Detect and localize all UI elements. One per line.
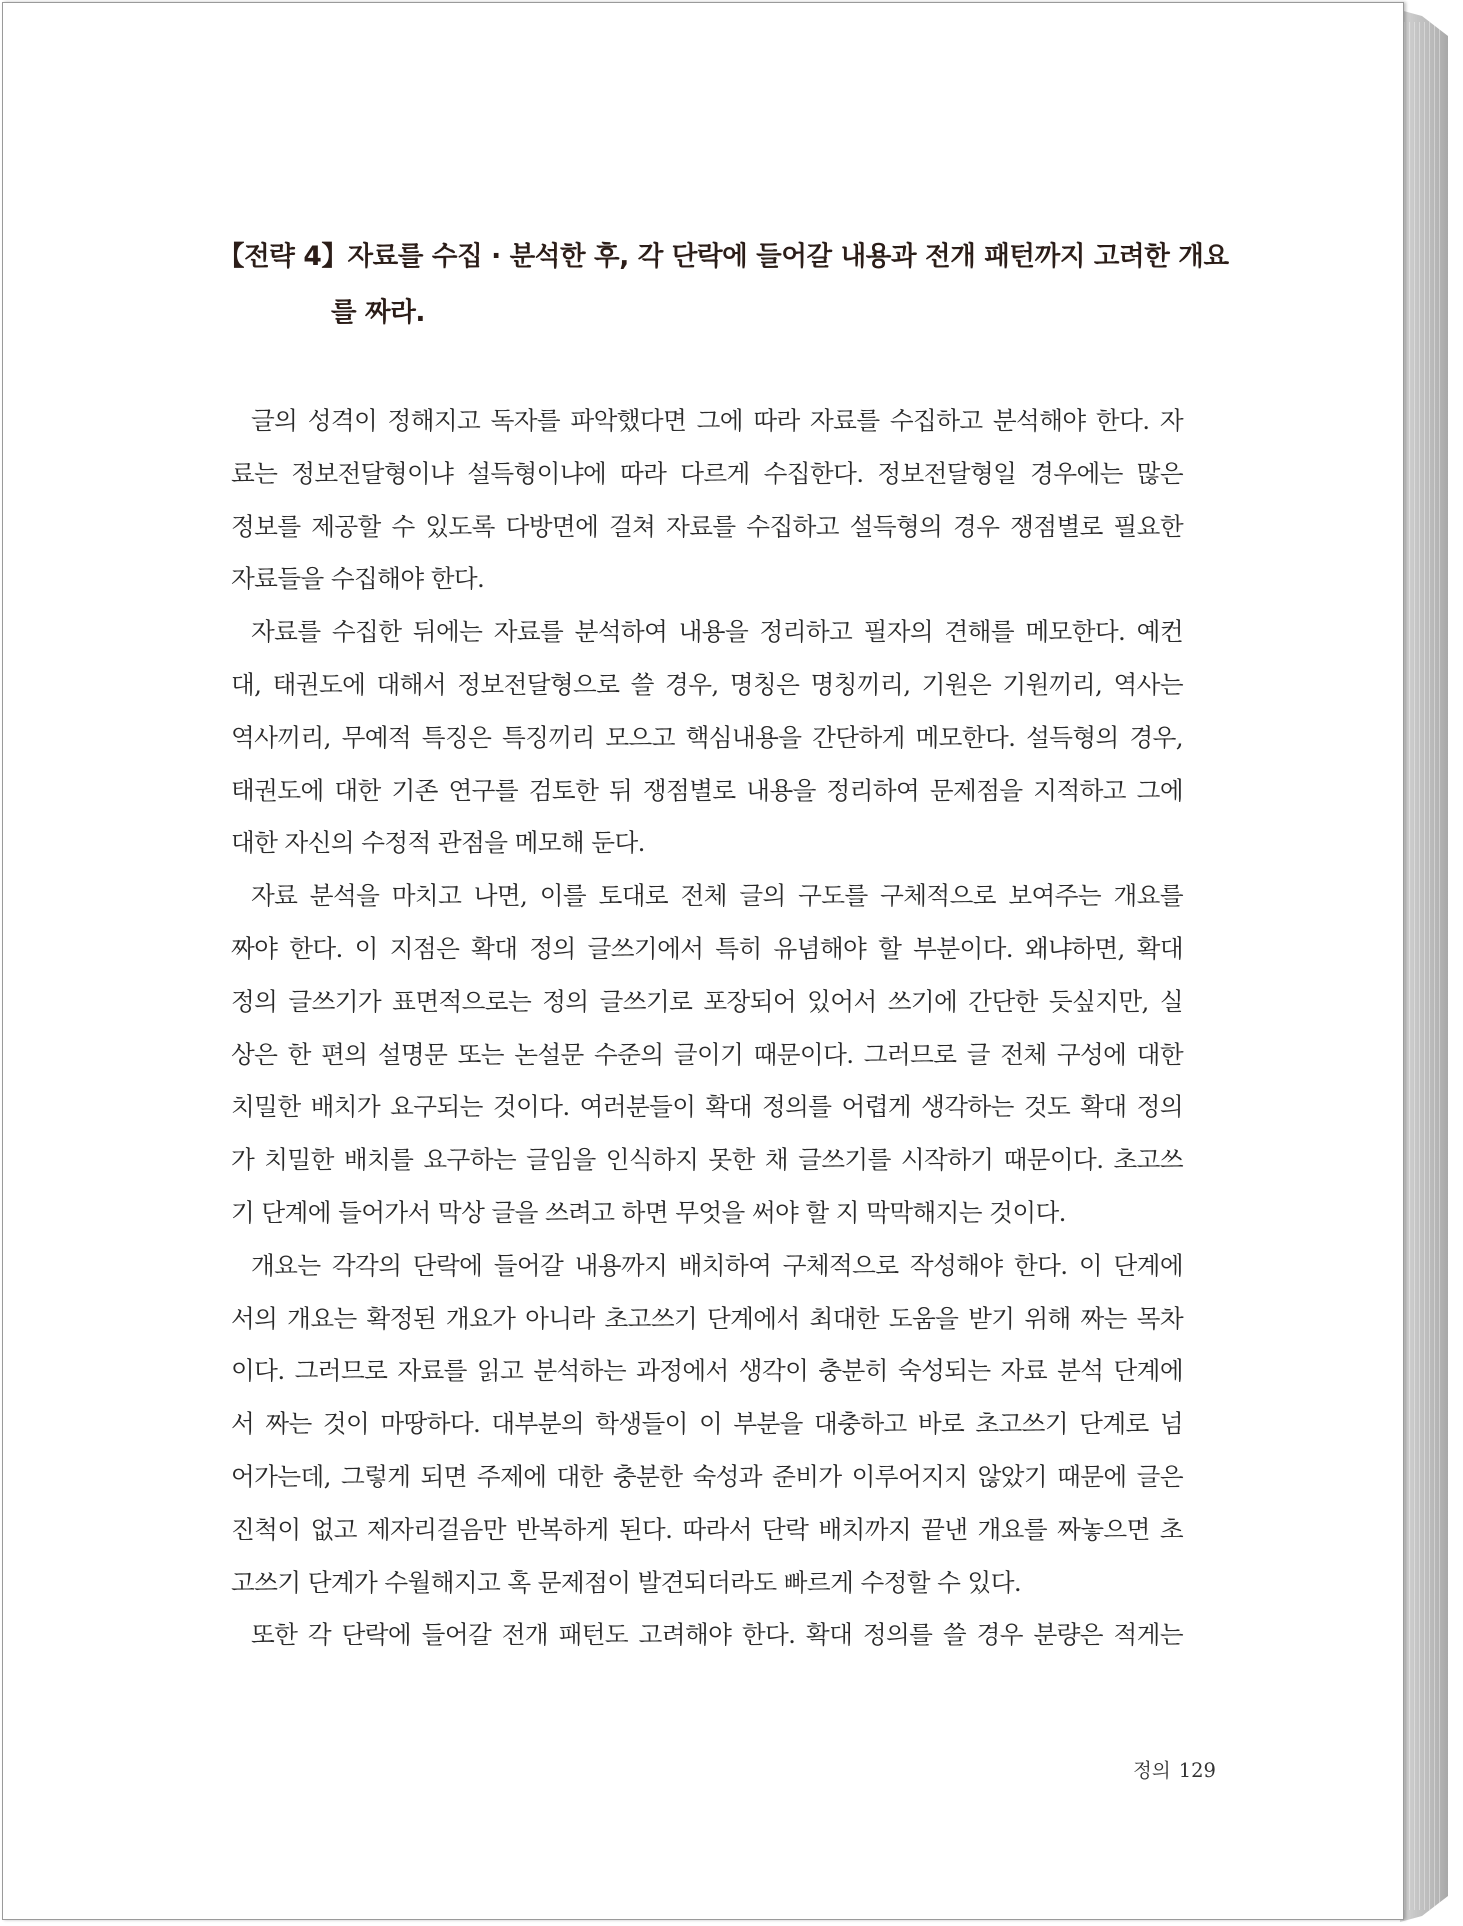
body-line: 고쓰기 단계가 수월해지고 혹 문제점이 발견되더라도 빠르게 수정할 수 있다.: [231, 1567, 1022, 1597]
body-line: 진척이 없고 제자리걸음만 반복하게 된다. 따라서 단락 배치까지 끝낸 개요를 짜놓으면 초: [231, 1514, 1183, 1544]
body-line: 가 치밀한 배치를 요구하는 글임을 인식하지 못한 채 글쓰기를 시작하기 때문이다. 초고쓰: [231, 1145, 1183, 1175]
body-line: 이다. 그러므로 자료를 읽고 분석하는 과정에서 생각이 충분히 숙성되는 자료 분석 단계에: [231, 1356, 1183, 1386]
heading-line-2: 를 짜라.: [331, 297, 426, 328]
body-line: 기 단계에 들어가서 막상 글을 쓰려고 하면 무엇을 써야 할 지 막막해지는 것이다.: [231, 1197, 1066, 1227]
book-page: [2, 2, 1404, 1920]
body-line: 역사끼리, 무예적 특징은 특징끼리 모으고 핵심내용을 간단하게 메모한다. 설득형의 경우,: [231, 722, 1183, 752]
body-line: 짜야 한다. 이 지점은 확대 정의 글쓰기에서 특히 유념해야 할 부분이다. 왜냐하면, 확대: [231, 933, 1183, 963]
section-name: 정의: [1133, 1759, 1171, 1782]
body-line: 료는 정보전달형이냐 설득형이냐에 따라 다르게 수집한다. 정보전달형일 경우에는 많은: [231, 458, 1183, 488]
page-edge-lines: [1404, 22, 1442, 1910]
body-line: 태권도에 대한 기존 연구를 검토한 뒤 쟁점별로 내용을 정리하여 문제점을 지적하고 그에: [231, 775, 1183, 805]
body-line: 자료 분석을 마치고 나면, 이를 토대로 전체 글의 구도를 구체적으로 보여주는 개요를: [251, 881, 1183, 911]
heading-line-1: 【전략 4】자료를 수집 · 분석한 후, 각 단락에 들어갈 내용과 전개 패턴까지 고려한 개요: [218, 241, 1229, 272]
body-line: 자료를 수집한 뒤에는 자료를 분석하여 내용을 정리하고 필자의 견해를 메모한다. 예컨: [251, 617, 1183, 647]
body-line: 또한 각 단락에 들어갈 전개 패턴도 고려해야 한다. 확대 정의를 쓸 경우 분량은 적게는: [251, 1620, 1183, 1650]
body-line: 상은 한 편의 설명문 또는 논설문 수준의 글이기 때문이다. 그러므로 글 전체 구성에 대한: [231, 1039, 1183, 1069]
body-line: 어가는데, 그렇게 되면 주제에 대한 충분한 숙성과 준비가 이루어지지 않았기 때문에 글은: [231, 1461, 1183, 1491]
body-line: 개요는 각각의 단락에 들어갈 내용까지 배치하여 구체적으로 작성해야 한다. 이 단계에: [251, 1250, 1183, 1280]
strategy-heading: [218, 229, 1229, 341]
body-line: 치밀한 배치가 요구되는 것이다. 여러분들이 확대 정의를 어렵게 생각하는 것도 확대 정의: [231, 1092, 1183, 1122]
body-line: 대한 자신의 수정적 관점을 메모해 둔다.: [231, 828, 645, 858]
body-line: 정의 글쓰기가 표면적으로는 정의 글쓰기로 포장되어 있어서 쓰기에 간단한 듯싶지만, 실: [231, 986, 1183, 1016]
body-line: 글의 성격이 정해지고 독자를 파악했다면 그에 따라 자료를 수집하고 분석해야 한다. 자: [251, 406, 1183, 435]
body-line: 정보를 제공할 수 있도록 다방면에 걸쳐 자료를 수집하고 설득형의 경우 쟁점별로 필요한: [231, 511, 1183, 541]
page-number: 129: [1178, 1759, 1216, 1782]
body-line: 서 짜는 것이 마땅하다. 대부분의 학생들이 이 부분을 대충하고 바로 초고쓰기 단계로 넘: [231, 1409, 1183, 1439]
body-line: 대, 태권도에 대해서 정보전달형으로 쓸 경우, 명칭은 명칭끼리, 기원은 기원끼리, 역사는: [231, 669, 1183, 699]
body-line: 자료들을 수집해야 한다.: [231, 564, 485, 594]
body-text: [231, 395, 1183, 1662]
page-footer: [1133, 1755, 1216, 1783]
body-line: 서의 개요는 확정된 개요가 아니라 초고쓰기 단계에서 최대한 도움을 받기 위해 짜는 목차: [231, 1303, 1183, 1333]
